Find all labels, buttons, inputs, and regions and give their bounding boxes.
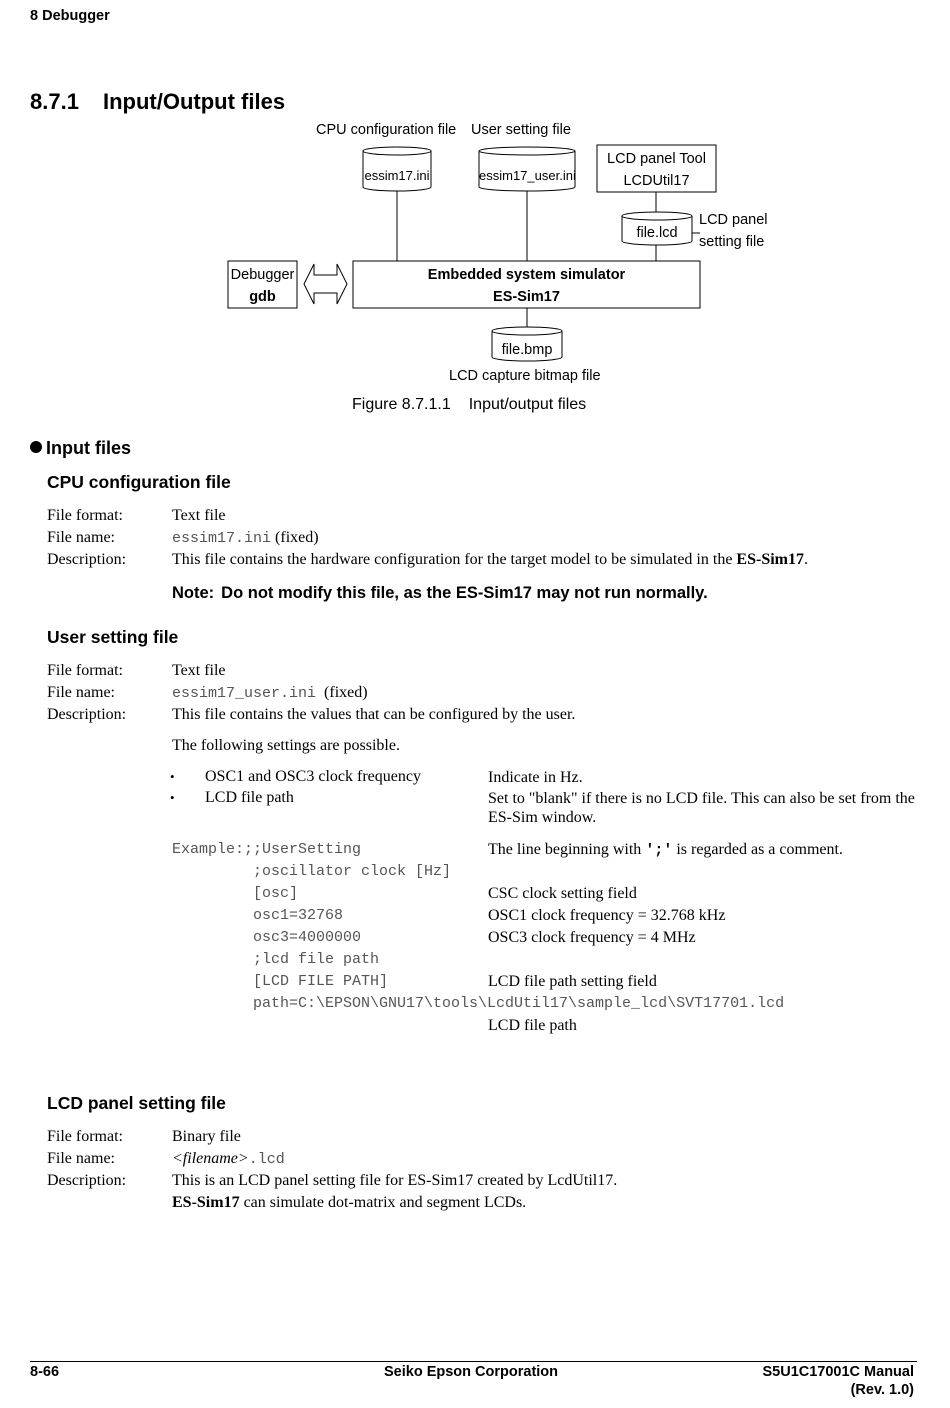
setting-item-2: LCD file path: [205, 789, 294, 806]
essim-user-ini-label: essim17_user.ini: [479, 168, 576, 183]
file-lcd-label: file.lcd: [636, 225, 678, 241]
lcd-name-value: [172, 1150, 285, 1168]
figure-number: Figure 8.7.1.1: [352, 396, 451, 413]
lcd-format-value: Binary file: [172, 1128, 241, 1145]
cpu-desc-end: .: [804, 551, 808, 568]
footer-rule: [30, 1361, 917, 1362]
footer-page-number: 8-66: [30, 1364, 60, 1380]
lcd-tool-line1: LCD panel Tool: [607, 151, 706, 167]
example-line-7-comment: LCD file path setting field: [488, 973, 657, 990]
input-files-heading: [30, 438, 131, 459]
cpu-name-label: File name:: [47, 529, 115, 546]
file-bmp-label: file.bmp: [501, 342, 553, 358]
user-name-suffix: (fixed): [316, 684, 368, 701]
user-desc-value: This file contains the values that can be configured by the user.: [172, 706, 576, 723]
user-setting-label: User setting file: [471, 122, 571, 138]
example-line-1-code: Example:;;UserSetting: [172, 841, 362, 858]
example-line-4-comment: OSC1 clock frequency = 32.768 kHz: [488, 907, 726, 924]
capture-label: LCD capture bitmap file: [449, 368, 601, 384]
example-comment-pre: The line beginning with: [488, 841, 646, 858]
user-desc-label: Description:: [47, 706, 127, 723]
cpu-desc-value: [172, 551, 808, 569]
example-comment-post: is regarded as a comment.: [672, 841, 843, 858]
cpu-format-value: Text file: [172, 507, 226, 524]
footer-rev: (Rev. 1.0): [850, 1382, 914, 1398]
running-head: 8 Debugger: [30, 8, 110, 24]
input-files-heading-text: Input files: [46, 438, 131, 458]
cpu-config-heading: CPU configuration file: [47, 472, 231, 492]
lcd-desc2-value: [172, 1194, 526, 1212]
example-line-2-code: ;oscillator clock [Hz]: [253, 863, 452, 880]
cpu-config-label: CPU configuration file: [316, 122, 457, 138]
footer-company: Seiko Epson Corporation: [384, 1364, 559, 1380]
cpu-desc-text: This file contains the hardware configuration for the target model to be simulated in the: [172, 551, 737, 568]
lcd-name-ext: .lcd: [248, 1151, 285, 1168]
user-file-name: essim17_user.ini: [172, 685, 317, 702]
cpu-note: [172, 584, 708, 603]
cpu-name-value: [172, 529, 319, 547]
cpu-note-label: Note:: [172, 584, 215, 602]
section-title: [30, 89, 285, 115]
example-line-9-comment: LCD file path: [488, 1017, 577, 1034]
section-title-text: Input/Output files: [103, 89, 286, 114]
cpu-name-suffix: (fixed): [271, 529, 319, 546]
double-arrow: [304, 264, 347, 304]
lcd-panel-label-line1: LCD panel: [699, 212, 768, 228]
debugger-label: Debugger: [230, 267, 295, 283]
gdb-label: gdb: [249, 289, 276, 305]
cpu-format-label: File format:: [47, 507, 123, 524]
example-line-1-comment: [488, 841, 843, 859]
user-possible-text: The following settings are possible.: [172, 737, 400, 754]
cpu-note-text: Do not modify this file, as the ES-Sim17 may not run normally.: [221, 584, 708, 602]
simulator-label-line2: ES-Sim17: [493, 289, 560, 305]
lcd-tool-line2: LCDUtil17: [623, 173, 690, 189]
example-line-6-code: ;lcd file path: [253, 951, 380, 968]
example-line-3-comment: CSC clock setting field: [488, 885, 637, 902]
cpu-desc-label: Description:: [47, 551, 127, 568]
example-line-7-code: [LCD FILE PATH]: [253, 973, 389, 990]
section-number: 8.7.1: [30, 89, 79, 114]
bullet-marker-2: •: [170, 790, 175, 805]
cpu-desc-bold: ES-Sim17: [736, 551, 804, 568]
setting-item-1: OSC1 and OSC3 clock frequency: [205, 768, 421, 785]
example-line-5-comment: OSC3 clock frequency = 4 MHz: [488, 929, 696, 946]
lcd-setting-heading: LCD panel setting file: [47, 1093, 226, 1113]
lcd-panel-label-line2: setting file: [699, 234, 765, 250]
lcd-name-label: File name:: [47, 1150, 115, 1167]
io-files-diagram: [0, 115, 950, 415]
user-setting-heading: User setting file: [47, 627, 179, 647]
user-name-value: [172, 684, 368, 702]
lcd-desc2-rest: can simulate dot-matrix and segment LCDs.: [239, 1194, 527, 1211]
lcd-desc2-bold: ES-Sim17: [172, 1194, 240, 1211]
figure-caption-text: Input/output files: [468, 396, 587, 413]
user-format-label: File format:: [47, 662, 123, 679]
lcd-desc-label: Description:: [47, 1172, 127, 1189]
lcd-name-italic: <filename>: [172, 1150, 249, 1167]
bullet-marker-1: •: [170, 769, 175, 784]
setting-note-1: Indicate in Hz.: [488, 769, 583, 786]
lcd-format-label: File format:: [47, 1128, 123, 1145]
example-line-5-code: osc3=4000000: [253, 929, 362, 946]
lcd-desc-value: This is an LCD panel setting file for ES-Sim17 created by LcdUtil17.: [172, 1172, 618, 1189]
user-name-label: File name:: [47, 684, 115, 701]
figure-caption: [352, 396, 586, 414]
simulator-label-line1: Embedded system simulator: [427, 267, 626, 283]
user-format-value: Text file: [172, 662, 226, 679]
setting-note-2: Set to "blank" if there is no LCD file. This can also be set from the ES-Sim window.: [488, 790, 915, 826]
essim-ini-label: essim17.ini: [364, 168, 430, 183]
footer-manual: S5U1C17001C Manual: [762, 1364, 914, 1380]
example-line-3-code: [osc]: [253, 885, 299, 902]
example-comment-code: ';': [645, 842, 673, 859]
example-line-8-code: path=C:\EPSON\GNU17\tools\LcdUtil17\sample_lcd\SVT17701.lcd: [253, 995, 785, 1012]
bullet-icon: [30, 441, 42, 453]
cpu-file-name: essim17.ini: [172, 530, 272, 547]
example-line-4-code: osc1=32768: [253, 907, 344, 924]
